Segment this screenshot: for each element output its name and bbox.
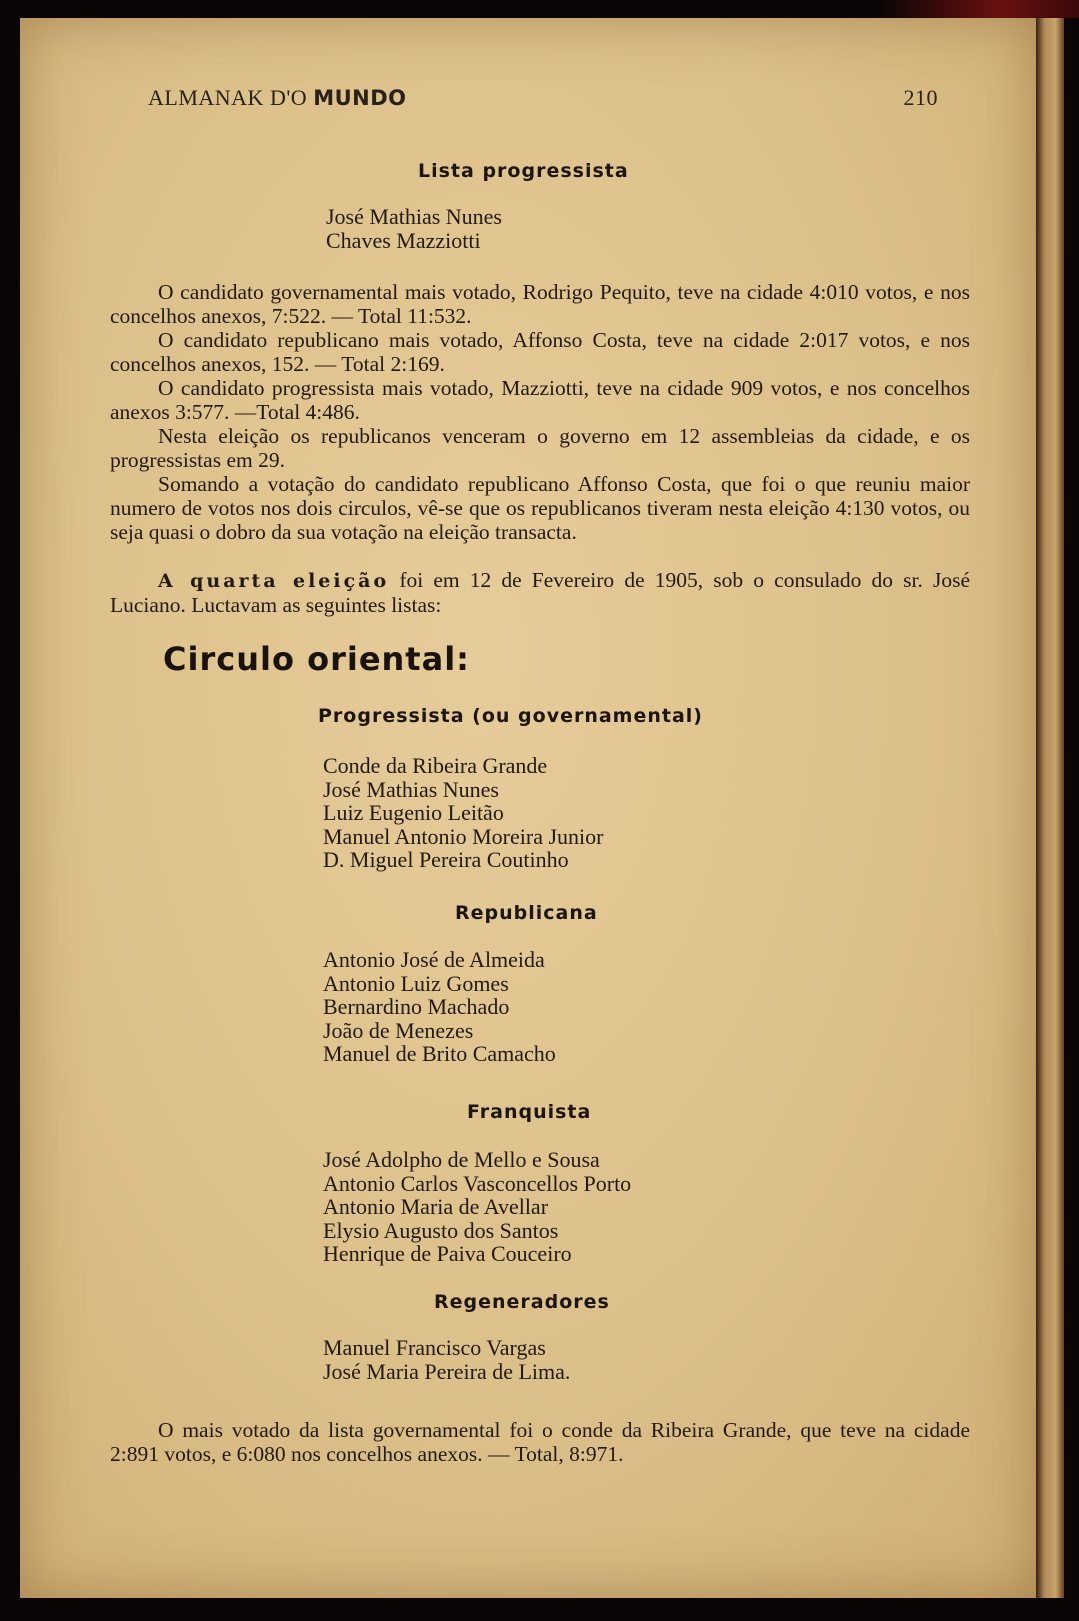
page-edge xyxy=(1036,18,1064,1598)
paragraph-quarta-eleicao: A quarta eleição foi em 12 de Fevereiro de 1905, sob o consulado do sr. José Luciano. Luctavam as seguintes listas: xyxy=(110,568,970,617)
list-item: José Maria Pereira de Lima. xyxy=(323,1358,571,1384)
paragraph-republicano: O candidato republicano mais votado, Affonso Costa, teve na cidade 2:017 votos, e nos concelhos anexos, 152. — Total 2:169. xyxy=(110,328,970,376)
list-regeneradores xyxy=(323,1336,570,1383)
list-item: Manuel de Brito Camacho xyxy=(323,1041,556,1066)
paragraph-somando: Somando a votação do candidato republicano Affonso Costa, que foi o que reuniu maior numero de votos nos dois circulos, vê-se que os republicanos tiveram nesta eleição 4:130 votos, ou seja quasi o dobro da sua votação na eleição transacta. xyxy=(110,472,970,544)
list-item: Elysio Augusto dos Santos xyxy=(323,1217,559,1243)
list-item: Antonio Luiz Gomes xyxy=(323,970,509,996)
list-item: Luiz Eugenio Leitão xyxy=(323,800,504,825)
heading-republicana: Republicana xyxy=(455,902,598,924)
page-number: 210 xyxy=(903,85,938,110)
list-item: Antonio Maria de Avellar xyxy=(323,1194,549,1219)
paragraph-closing: O mais votado da lista governamental foi o conde da Ribeira Grande, que teve na cidade 2:891 votos, e 6:080 nos concelhos anexos. — Total, 8:971. xyxy=(110,1418,970,1466)
list-item: Manuel Francisco Vargas xyxy=(323,1335,546,1360)
section-title: Circulo oriental: xyxy=(163,640,470,678)
list-item: Manuel Antonio Moreira Junior xyxy=(323,823,604,849)
list-item: Conde da Ribeira Grande xyxy=(323,753,548,778)
heading-progressista: Progressista (ou governamental) xyxy=(318,705,703,727)
heading-regeneradores: Regeneradores xyxy=(434,1291,610,1313)
list-item: Antonio Carlos Vasconcellos Porto xyxy=(323,1170,632,1196)
list-republicana xyxy=(323,948,556,1066)
list-item: José Mathias Nunes xyxy=(323,776,499,802)
heading-lista-progressista: Lista progressista xyxy=(418,160,629,182)
list-item: Bernardino Machado xyxy=(323,994,510,1019)
paragraph-assembleias: Nesta eleição os republicanos venceram o governo em 12 assembleias da cidade, e os progressistas em 29. xyxy=(110,424,970,472)
list-item: José Mathias Nunes xyxy=(326,204,502,229)
running-header xyxy=(148,85,938,115)
list-item: Henrique de Paiva Couceiro xyxy=(323,1241,572,1266)
paragraph-progressista: O candidato progressista mais votado, Mazziotti, teve na cidade 909 votos, e nos concelhos anexos 3:577. —Total 4:486. xyxy=(110,376,970,424)
list-item: Antonio José de Almeida xyxy=(323,947,545,972)
heading-franquista: Franquista xyxy=(467,1101,592,1123)
paragraph-governamental: O candidato governamental mais votado, Rodrigo Pequito, teve na cidade 4:010 votos, e nos concelhos anexos, 7:522. — Total 11:532. xyxy=(110,280,970,328)
page-corner-mark xyxy=(880,0,1079,18)
list-item: D. Miguel Pereira Coutinho xyxy=(323,847,569,872)
list-item: José Adolpho de Mello e Sousa xyxy=(323,1147,600,1172)
list-item: Chaves Mazziotti xyxy=(326,227,481,253)
list-item: João de Menezes xyxy=(323,1017,474,1043)
almanac-title: ALMANAK D'O MUNDO xyxy=(148,85,407,110)
spaced-lead: A quarta eleição xyxy=(158,570,390,592)
list-franquista xyxy=(323,1148,631,1266)
list-progressista xyxy=(323,754,603,872)
top-list-names xyxy=(326,205,502,252)
